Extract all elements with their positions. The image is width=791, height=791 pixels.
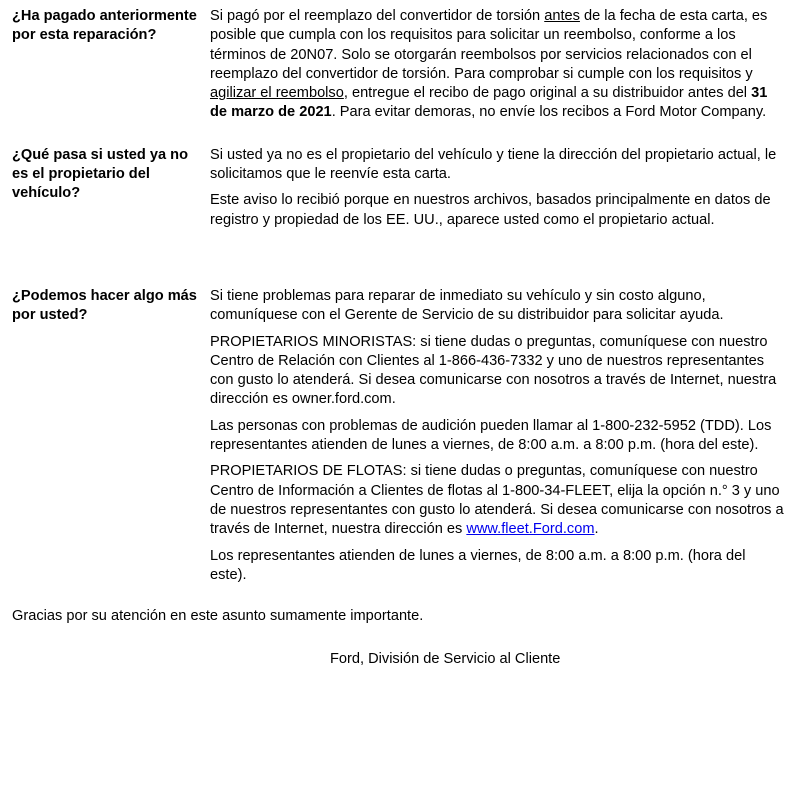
paragraph bbox=[210, 333, 785, 410]
text-run: de la fecha de esta carta, es posible que cumpla con los requisitos para solicitar un reembolso, conforme a los términos de 20N07. Solo se otorgarán reembolsos por servicios relacionados con el reemplazo del convertidor de torsión. Para comprobar si cumple con los requisitos y bbox=[210, 8, 768, 82]
text-run: Si usted ya no es el propietario del vehículo y tiene la dirección del propietario actual, le solicitamos que le reenvíe esta carta. bbox=[210, 146, 777, 183]
text-run: Este aviso lo recibió porque en nuestros archivos, basados principalmente en datos de registro y propiedad de los EE. UU., aparece usted como el propietario actual. bbox=[210, 192, 771, 228]
emphasis-underline: antes bbox=[544, 8, 580, 24]
qa-section-no-longer-owner bbox=[12, 146, 785, 230]
paragraph bbox=[210, 417, 785, 456]
qa-label-paid-previously: ¿Ha pagado anteriormente por esta reparación? bbox=[12, 8, 197, 44]
section-spacer-2 bbox=[12, 230, 785, 287]
emphasis-bold: 31 de marzo de 2021 bbox=[210, 85, 768, 121]
section-spacer-1 bbox=[12, 123, 785, 146]
emphasis-underline: agilizar el reembolso bbox=[210, 85, 344, 102]
text-run: . bbox=[594, 521, 599, 538]
text-run: Si pagó por el reemplazo del convertidor de torsión bbox=[210, 8, 545, 24]
external-link[interactable]: www.fleet.Ford.com bbox=[466, 521, 595, 538]
qa-body-no-longer-owner bbox=[210, 146, 785, 230]
closing-line: Gracias por su atención en este asunto sumamente importante. bbox=[12, 608, 424, 625]
qa-label-anything-else: ¿Podemos hacer algo más por usted? bbox=[12, 287, 197, 324]
text-run: PROPIETARIOS MINORISTAS: si tiene dudas o preguntas, comuníquese con nuestro Centro de Relación con Clientes al 1-866-436-7332 y uno de nuestros representantes con gusto lo atenderá. Si desea comunicarse con nosotros a través de Internet, nuestra dirección es owner.ford.com. bbox=[210, 333, 777, 408]
signature-spacer bbox=[12, 626, 785, 650]
qa-section-paid-previously bbox=[12, 7, 785, 123]
paragraph bbox=[210, 462, 785, 539]
qa-body-paid-previously bbox=[210, 7, 785, 123]
text-run: Las personas con problemas de audición pueden llamar al 1-800-232-5952 (TDD). Los representantes atienden de lunes a viernes, de 8:00 a.m. a 8:00 p.m. (hora del este). bbox=[210, 417, 772, 454]
paragraph bbox=[210, 7, 785, 123]
text-run: Los representantes atienden de lunes a viernes, de 8:00 a.m. a 8:00 p.m. (hora del este). bbox=[210, 547, 746, 583]
signature-line: Ford, División de Servicio al Cliente bbox=[330, 651, 561, 668]
text-run: PROPIETARIOS DE FLOTAS: si tiene dudas o preguntas, comuníquese con nuestro Centro de Información a Clientes de flotas al 1-800-34-FLEET, elija la opción n.° 3 y uno de nuestros representantes con gusto lo atenderá. Si desea comunicarse con nosotros a través de Internet, nuestra dirección es bbox=[210, 463, 784, 538]
qa-section-anything-else bbox=[12, 287, 785, 585]
closing-spacer bbox=[12, 585, 785, 607]
qa-body-anything-else bbox=[210, 287, 785, 585]
text-run: . Para evitar demoras, no envíe los recibos a Ford Motor Company. bbox=[331, 104, 767, 121]
qa-label-no-longer-owner: ¿Qué pasa si usted ya no es el propietario del vehículo? bbox=[12, 146, 188, 202]
paragraph bbox=[210, 191, 785, 230]
text-run: , entregue el recibo de pago original a su distribuidor antes del bbox=[343, 85, 752, 102]
paragraph bbox=[210, 547, 785, 586]
paragraph bbox=[210, 146, 785, 185]
paragraph bbox=[210, 287, 785, 326]
text-run: Si tiene problemas para reparar de inmediato su vehículo y sin costo alguno, comuníquese con el Gerente de Servicio de su distribuidor para solicitar ayuda. bbox=[210, 287, 724, 324]
